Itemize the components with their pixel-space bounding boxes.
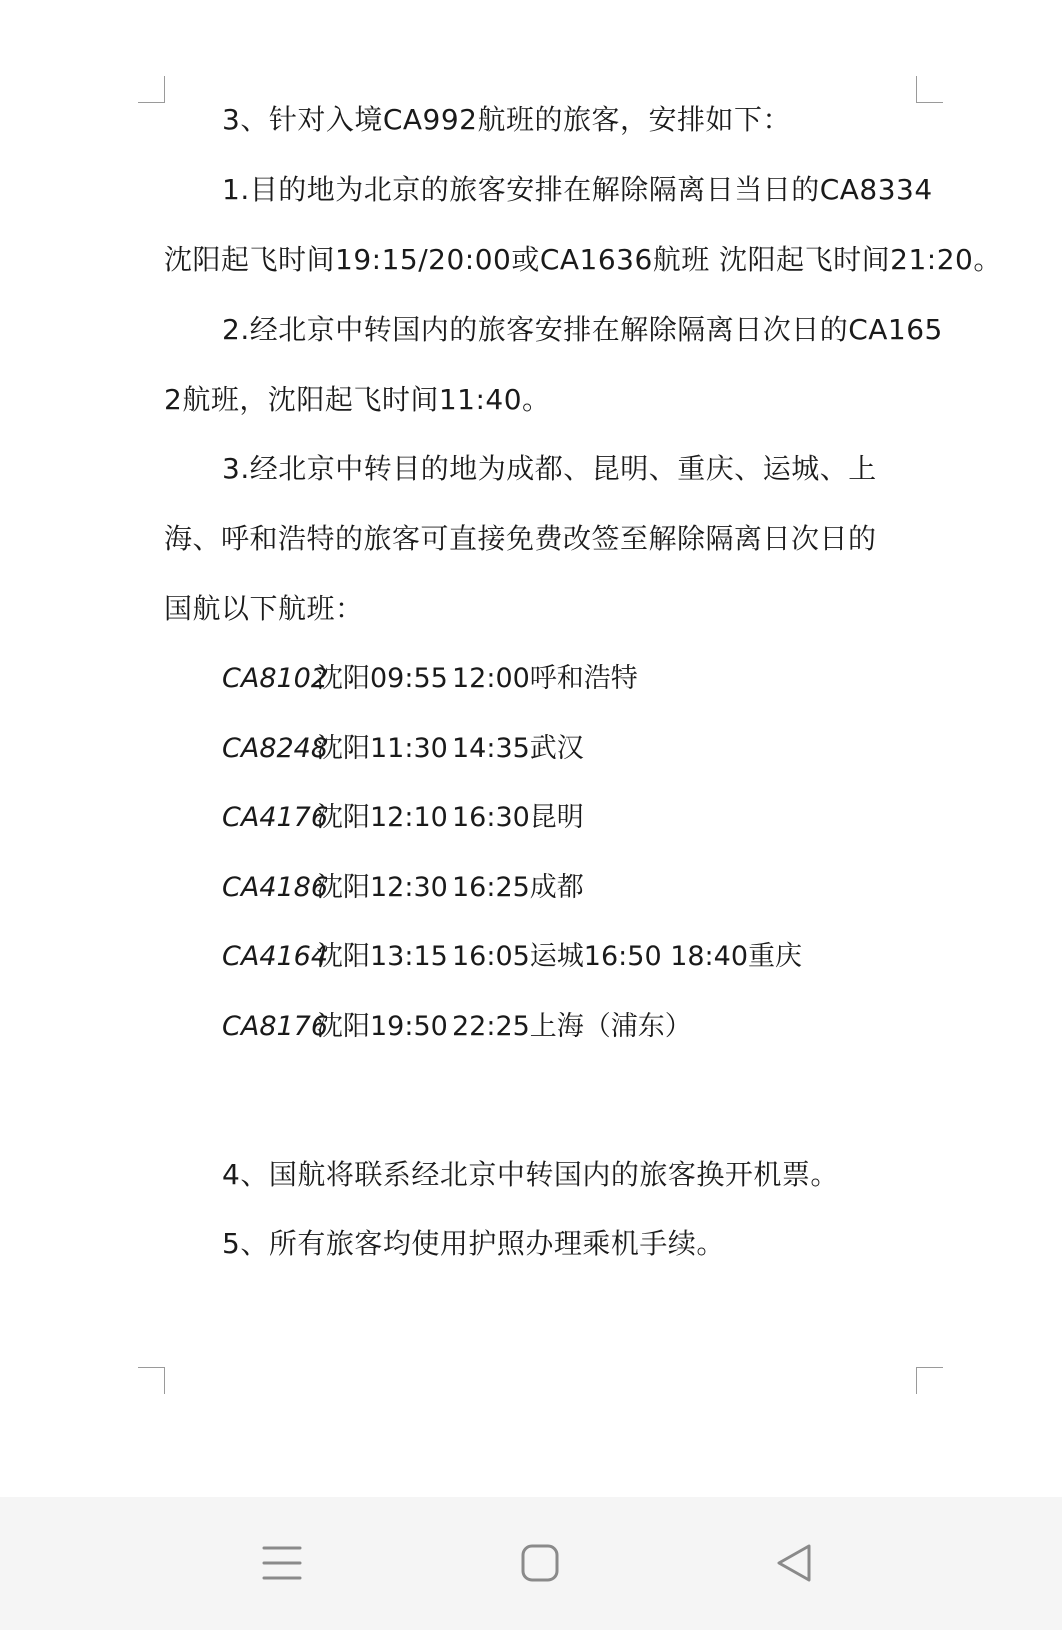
- flight-code: CA8248: [222, 733, 329, 764]
- flight-row: [222, 1007, 692, 1047]
- paragraph-line: 5、所有旅客均使用护照办理乘机手续。: [222, 1227, 725, 1260]
- flight-departure: 沈阳11:30: [316, 733, 448, 764]
- page-corner-mark: [138, 1367, 165, 1394]
- flight-arrival: 22:25上海（浦东）: [452, 1011, 692, 1042]
- paragraph-line: 2.经北京中转国内的旅客安排在解除隔离日次日的CA165: [222, 313, 943, 346]
- back-button[interactable]: [762, 1531, 826, 1595]
- back-icon: [774, 1542, 814, 1584]
- home-button[interactable]: [508, 1531, 572, 1595]
- flight-code: CA8176: [222, 1011, 329, 1042]
- flight-row: [222, 798, 584, 838]
- flight-row: [222, 729, 584, 769]
- home-icon: [520, 1543, 560, 1583]
- flight-departure: 沈阳12:30: [316, 872, 448, 903]
- flight-arrival: 12:00呼和浩特: [452, 663, 638, 694]
- section-heading: 3、针对入境CA992航班的旅客，安排如下：: [222, 103, 791, 136]
- flight-row: [222, 868, 584, 908]
- flight-row: [222, 659, 638, 699]
- flight-code: CA4176: [222, 802, 329, 833]
- flight-code: CA4164: [222, 941, 329, 972]
- flight-departure: 沈阳12:10: [316, 802, 448, 833]
- paragraph-line: 国航以下航班：: [164, 592, 364, 625]
- page-corner-mark: [138, 76, 165, 103]
- menu-icon: [262, 1545, 302, 1581]
- paragraph-line: 海、呼和浩特的旅客可直接免费改签至解除隔离日次日的: [164, 522, 877, 555]
- paragraph-line: 2航班，沈阳起飞时间11:40。: [164, 383, 551, 416]
- flight-code: CA8102: [222, 663, 329, 694]
- flight-row: [222, 937, 802, 977]
- paragraph-line: 3.经北京中转目的地为成都、昆明、重庆、运城、上: [222, 452, 877, 485]
- paragraph-line: 沈阳起飞时间19:15/20:00或CA1636航班 沈阳起飞时间21:20。: [164, 243, 1002, 276]
- paragraph-line: 4、国航将联系经北京中转国内的旅客换开机票。: [222, 1158, 839, 1191]
- system-navigation-bar: [0, 1497, 1062, 1630]
- paragraph-line: 1.目的地为北京的旅客安排在解除隔离日当日的CA8334: [222, 173, 933, 206]
- flight-departure: 沈阳09:55: [316, 663, 448, 694]
- menu-button[interactable]: [250, 1531, 314, 1595]
- flight-departure: 沈阳13:15: [316, 941, 448, 972]
- flight-departure: 沈阳19:50: [316, 1011, 448, 1042]
- page-corner-mark: [916, 1367, 943, 1394]
- flight-arrival: 16:30昆明: [452, 802, 584, 833]
- flight-code: CA4186: [222, 872, 329, 903]
- flight-arrival: 16:05运城16:50 18:40重庆: [452, 941, 803, 972]
- flight-arrival: 16:25成都: [452, 872, 584, 903]
- page-corner-mark: [916, 76, 943, 103]
- flight-arrival: 14:35武汉: [452, 733, 584, 764]
